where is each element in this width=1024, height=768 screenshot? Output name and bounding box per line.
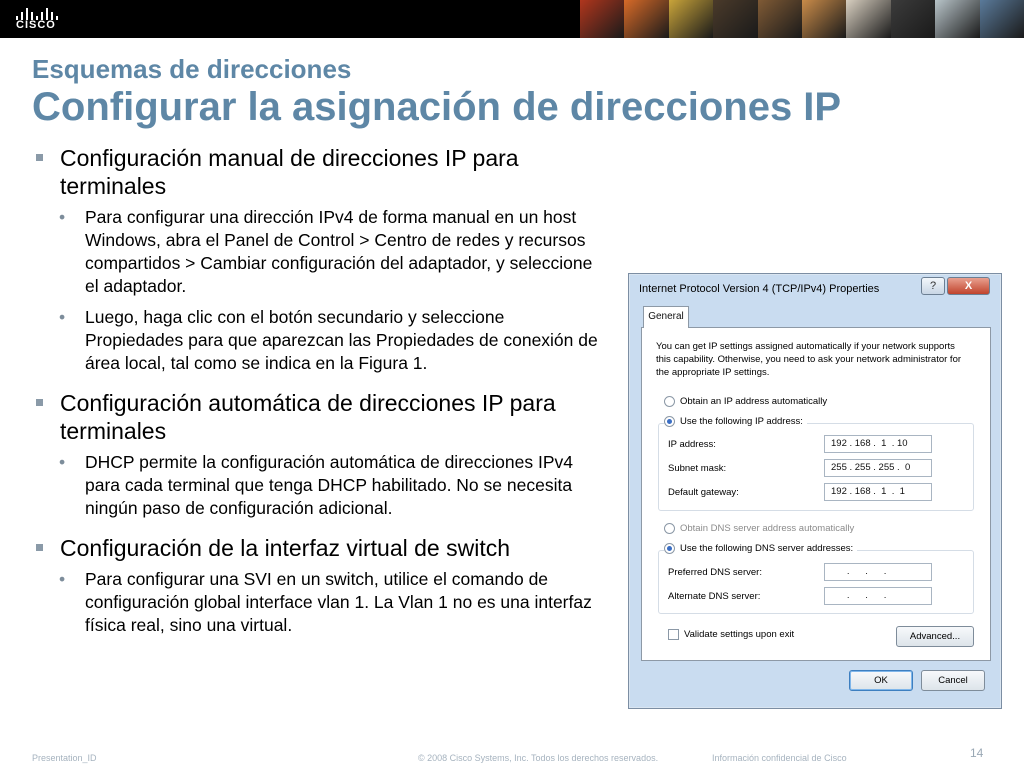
dot-bullet-icon: • — [59, 569, 66, 589]
obtain-ip-radio[interactable] — [664, 396, 827, 407]
cisco-wordmark: CISCO — [16, 19, 56, 31]
bullet-heading — [34, 389, 606, 445]
default-gateway-label: Default gateway: — [668, 487, 739, 498]
photo-tile — [758, 0, 802, 38]
dialog-title: Internet Protocol Version 4 (TCP/IPv4) Properties — [639, 283, 880, 295]
cancel-button[interactable]: Cancel — [921, 670, 985, 691]
checkbox-label: Validate settings upon exit — [684, 629, 795, 640]
bullet-heading — [34, 144, 606, 200]
bullet-text: Para configurar una SVI en un switch, utilice el comando de configuración global interface vlan 1. La Vlan 1 no es una interfaz física real, sino una virtual. — [85, 569, 592, 635]
radio-icon — [664, 543, 675, 554]
radio-label: Obtain DNS server address automatically — [680, 523, 855, 534]
top-banner — [0, 0, 1024, 38]
ip-address-label: IP address: — [668, 439, 716, 450]
bullet-heading — [34, 534, 606, 562]
radio-label: Obtain an IP address automatically — [680, 396, 828, 407]
sub-bullet — [34, 568, 606, 637]
photo-tile — [713, 0, 757, 38]
alternate-dns-label: Alternate DNS server: — [668, 591, 761, 602]
default-gateway-input[interactable]: 192 . 168 . 1 . 1 — [824, 483, 932, 501]
checkbox-icon — [668, 629, 679, 640]
preferred-dns-input[interactable]: . . . — [824, 563, 932, 581]
cisco-logo — [16, 6, 66, 34]
photo-tile — [935, 0, 979, 38]
photo-tile — [980, 0, 1024, 38]
use-ip-radio[interactable] — [664, 416, 807, 427]
square-bullet-icon — [36, 544, 43, 551]
bullet-text: Para configurar una dirección IPv4 de forma manual en un host Windows, abra el Panel de Control > Centro de redes y recursos compartidos > Cambiar configuración del adaptador, y seleccione el adaptador. — [85, 207, 593, 296]
dot-bullet-icon: • — [59, 307, 66, 327]
page-number: 14 — [970, 746, 984, 760]
slide-title: Configurar la asignación de direcciones IP — [32, 85, 842, 129]
ipv4-properties-dialog — [628, 273, 1002, 709]
radio-icon — [664, 416, 675, 427]
dialog-description: You can get IP settings assigned automatically if your network supports this capability. Otherwise, you need to ask your network administrator for the appropriate IP settings. — [656, 341, 962, 378]
square-bullet-icon — [36, 154, 43, 161]
sub-bullet — [34, 306, 606, 375]
dot-bullet-icon: • — [59, 452, 66, 472]
photo-tile — [802, 0, 846, 38]
square-bullet-icon — [36, 399, 43, 406]
validate-checkbox[interactable] — [668, 629, 794, 640]
radio-icon — [664, 523, 675, 534]
obtain-dns-radio[interactable] — [664, 523, 854, 534]
ok-button[interactable]: OK — [849, 670, 913, 691]
sub-bullet — [34, 451, 606, 520]
radio-label: Use the following IP address: — [680, 416, 803, 427]
ip-address-input[interactable]: 192 . 168 . 1 . 10 — [824, 435, 932, 453]
general-panel — [641, 327, 991, 661]
confidential-text: Información confidencial de Cisco — [712, 753, 847, 763]
heading-text: Configuración manual de direcciones IP para terminales — [60, 145, 519, 199]
cisco-bars-icon — [16, 6, 60, 20]
copyright-text: © 2008 Cisco Systems, Inc. Todos los derechos reservados. — [418, 753, 659, 763]
tab-general[interactable]: General — [643, 306, 689, 328]
photo-strip — [580, 0, 1024, 38]
dot-bullet-icon: • — [59, 207, 66, 227]
use-dns-radio[interactable] — [664, 543, 857, 554]
subnet-mask-label: Subnet mask: — [668, 463, 727, 474]
heading-text: Configuración automática de direcciones IP para terminales — [60, 390, 556, 444]
close-button[interactable]: X — [947, 277, 990, 295]
photo-tile — [891, 0, 935, 38]
bullet-text: DHCP permite la configuración automática de direcciones IPv4 para cada terminal que tenga DHCP habilitado. No se necesita ningún paso de configuración adicional. — [85, 452, 573, 518]
subnet-mask-input[interactable]: 255 . 255 . 255 . 0 — [824, 459, 932, 477]
sub-bullet — [34, 206, 606, 298]
photo-tile — [580, 0, 624, 38]
slide-subtitle: Esquemas de direcciones — [32, 54, 352, 84]
radio-label: Use the following DNS server addresses: — [680, 543, 854, 554]
radio-icon — [664, 396, 675, 407]
photo-tile — [669, 0, 713, 38]
photo-tile — [846, 0, 890, 38]
help-button[interactable]: ? — [921, 277, 945, 295]
advanced-button[interactable]: Advanced... — [896, 626, 974, 647]
bullet-text: Luego, haga clic con el botón secundario y seleccione Propiedades para que aparezcan las Propiedades de conexión de área local, tal como se indica en la Figura 1. — [85, 307, 598, 373]
photo-tile — [624, 0, 668, 38]
slide-content — [34, 144, 606, 645]
heading-text: Configuración de la interfaz virtual de switch — [60, 535, 511, 561]
alternate-dns-input[interactable]: . . . — [824, 587, 932, 605]
preferred-dns-label: Preferred DNS server: — [668, 567, 762, 578]
presentation-id: Presentation_ID — [32, 753, 97, 763]
